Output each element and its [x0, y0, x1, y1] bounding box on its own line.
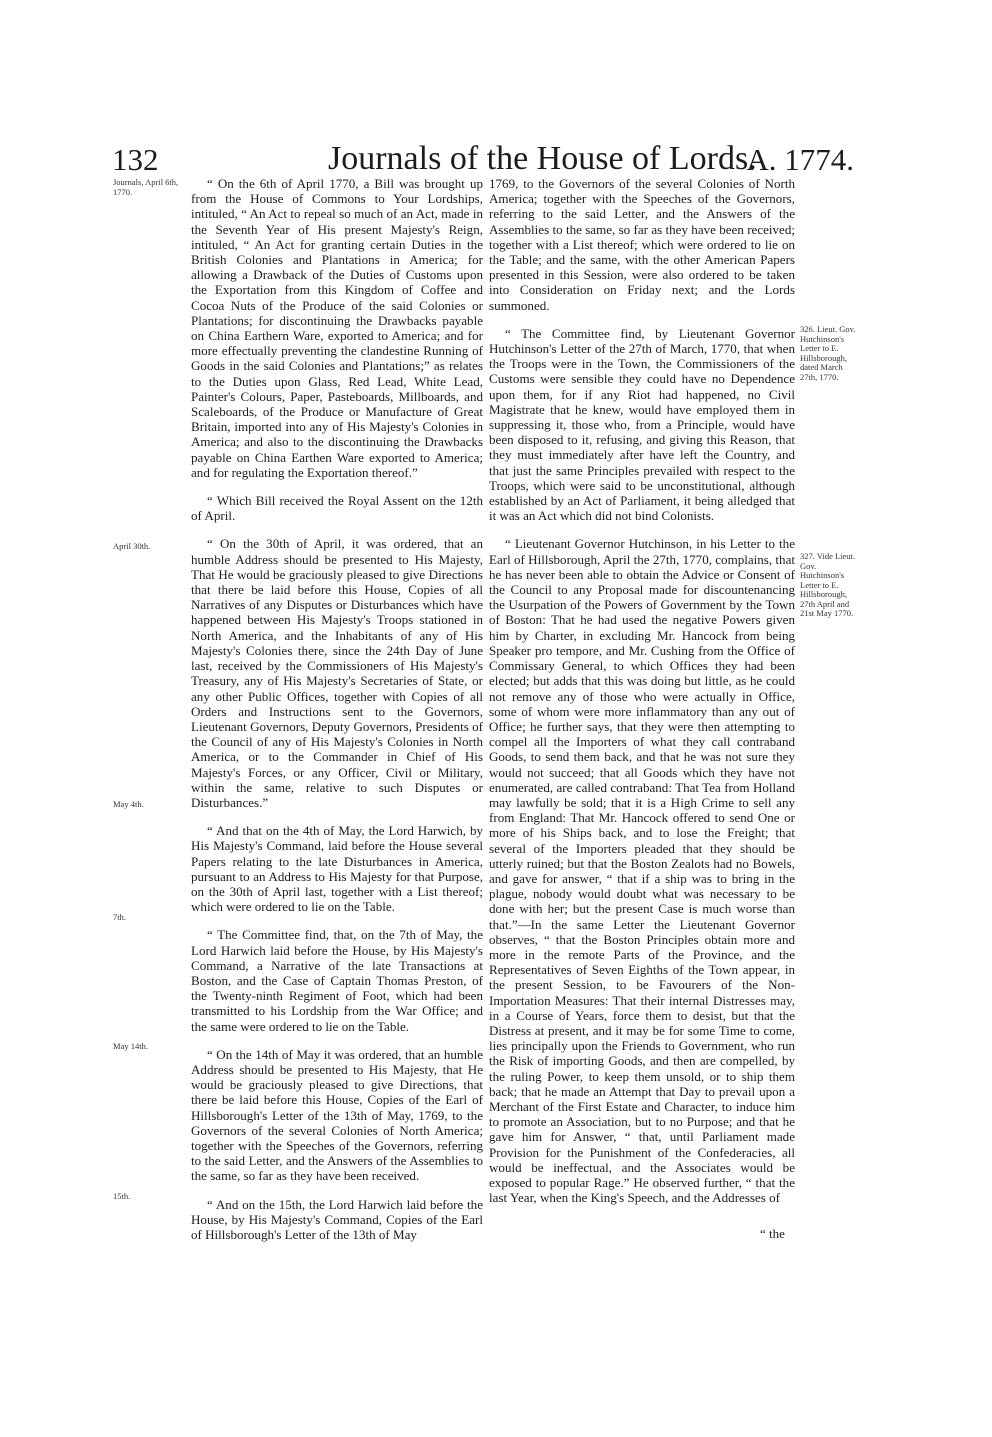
paragraph: 1769, to the Governors of the several Colonies of North America; together with the Speeches of the Governors, referring to the said Letter, and the Answers of the Assemblies to the same, so far as they have been received; together with a List thereof; which were ordered to lie on the Table; and the same, with the other American Papers presented in this Session, were also ordered to be taken into Consideration on Friday next; and the Lords summoned. — [489, 176, 795, 313]
margin-note: May 14th. — [113, 1041, 148, 1051]
right-column — [489, 176, 795, 1218]
paragraph: “ On the 30th of April, it was ordered, that an humble Address should be presented to His Majesty, That He would be graciously pleased to give Directions that there be laid before this House, Copies of all Narratives of any Disputes or Disturbances which have happened between His Majesty's Troops stationed in North America, and the Inhabitants of any of His Majesty's Colonies there, since the 24th Day of June last, received by the Commissioners of His Majesty's Treasury, any of His Majesty's Secretaries of State, or any other Public Offices, together with Copies of all Orders and Instructions sent to the Governors, Lieutenant Governors, Deputy Governors, Presidents of the Council of any of His Majesty's Colonies in North America, or to the Commander in Chief of His Majesty's Forces, or any Officer, Civil or Military, within the same, relative to such Disputes or Disturbances.” — [191, 536, 483, 810]
paragraph: “ The Committee find, by Lieutenant Governor Hutchinson's Letter of the 27th of March, 1770, that when the Troops were in the Town, the Commissioners of the Customs were sensible they could have no Dependence upon them, for if any Riot had happened, no Civil Magistrate that he knew, would have employed them in suppressing it, those who, from a Principle, would have been disposed to it, refusing, and giving this Reason, that they must immediately after have left the Country, and that just the same Principles prevailed with respect to the Troops, which were said to be unconstitutional, although established by an Act of Parliament, it being alledged that it was an Act which did not bind Colonists. — [489, 325, 795, 524]
margin-note: 15th. — [113, 1191, 131, 1201]
paragraph: “ Lieutenant Governor Hutchinson, in his Letter to the Earl of Hillsborough, April the 27th, 1770, complains, that he has never been able to obtain the Advice or Consent of the Council to any Proposal made for discountenancing the Usurpation of the Powers of Government by the Town of Boston: That he had used the negative Powers given him by Charter, in excluding Mr. Hancock from being Speaker pro tempore, and Mr. Cushing from the Office of Commissary General, to which Offices they had been elected; but adds that this was doing but little, as he could not remove any of those who were actually in Office, some of whom were more inflammatory than any out of Office; he further says, that they were then attempting to compel all the Importers of what they call contraband Goods, to send them back, and that he was not sure they would not succeed; that all Goods which they have not enumerated, are called contraband: That Tea from Holland may lawfully be sold; that it is a High Crime to sell any from England: That Mr. Hancock offered to send One or more of his Ships back, and to lose the Freight; that several of the Importers pleaded that they should be utterly ruined; but that the Boston Zealots had no Bowels, and gave for answer, “ that if a ship was to bring in the plague, nobody would doubt what was necessary to be done with her; but the present Case is much worse than that.”—In the same Letter the Lieutenant Governor observes, “ that the Boston Principles obtain more and more in the remote Parts of the Province, and the Representatives of Seven Eighths of the Town appear, in the present Session, to be Favourers of the Non-Importation Measures: That their internal Distresses may, in a Course of Years, force them to desist, but that the Distress at present, and it may be for some Time to come, lies principally upon the Friends to Government, who run the Risk of importing Goods, and then are compelled, by the ruling Power, to keep them unsold, or to ship them back; that he made an Attempt that Day to prevail upon a Merchant of the First Estate and Character, to induce him to promote an Association, but to no Purpose; and that he gave him for Answer, “ that, until Parliament made Provision for the Punishment of the Confederacies, all would be ineffectual, and the Associates would be exposed to popular Rage.” He observed further, “ that the last Year, when the King's Speech, and the Addresses of — [489, 536, 795, 1206]
catchword: “ the — [760, 1226, 785, 1241]
paragraph: “ And on the 15th, the Lord Harwich laid before the House, by His Majesty's Command, Copies of the Earl of Hillsborough's Letter of the 13th of May — [191, 1196, 483, 1242]
paragraph: “ And that on the 4th of May, the Lord Harwich, by His Majesty's Command, laid before the House several Papers relating to the late Disturbances in America, pursuant to an Address to His Majesty for that Purpose, on the 30th of April last, together with a List thereof; which were ordered to lie on the Table. — [191, 823, 483, 915]
page-number: 132 — [112, 142, 159, 177]
margin-note: May 4th. — [113, 799, 144, 809]
paragraph: “ On the 6th of April 1770, a Bill was brought up from the House of Commons to Your Lordships, intituled, “ An Act to repeal so much of an Act, made in the Seventh Year of His present Majesty's Reign, intituled, “ An Act for granting certain Duties in the British Colonies and Plantations in America; for allowing a Drawback of the Duties of Customs upon the Exportation from this Kingdom of Coffee and Cocoa Nuts of the Produce of the said Colonies or Plantations; for discontinuing the Drawbacks payable on China Earthern Ware, exported to America; and for more effectually preventing the clandestine Running of Goods in the said Colonies and Plantations;” as relates to the Duties upon Glass, Red Lead, White Lead, Painter's Colours, Paper, Pasteboards, Millboards, and Scaleboards, of the Produce or Manufacture of Great Britain, imported into any of His Majesty's Colonies in America; and also to the discontinuing the Drawbacks payable on China Earthen Ware exported to America; and for regulating the Exportation thereof.” — [191, 176, 483, 480]
paragraph: “ On the 14th of May it was ordered, that an humble Address should be presented to His Majesty, that He would be graciously pleased to give Directions, that there be laid before this House, Copies of the Earl of Hillsborough's Letter of the 13th of May, 1769, to the Governors of the several Colonies of North America; together with the Speeches of the Governors, referring to the said Letter, and the Answers of the Assemblies to the same, so far as they have been received. — [191, 1046, 483, 1184]
margin-note: 7th. — [113, 912, 126, 922]
paragraph: “ Which Bill received the Royal Assent on the 12th of April. — [191, 493, 483, 524]
margin-note: April 30th. — [113, 541, 151, 551]
year-heading: A. 1774. — [746, 142, 854, 177]
margin-note: 327. Vide Lieut. Gov. Hutchinson's Letter to E. Hillsborough, 27th April and 21st May 1770. — [800, 551, 856, 618]
running-title: Journals of the House of Lords. — [328, 140, 757, 177]
left-column — [191, 176, 483, 1255]
margin-note: 326. Lieut. Gov. Hutchinson's Letter to E. Hillsborough, dated March 27th, 1770. — [800, 324, 856, 382]
margin-note: Journals, April 6th, 1770. — [113, 177, 179, 197]
paragraph: “ The Committee find, that, on the 7th of May, the Lord Harwich laid before the House, by His Majesty's Command, a Narrative of the late Transactions at Boston, and the Case of Captain Thomas Preston, of the Twenty-ninth Regiment of Foot, which had been transmitted to his Lordship from the War Office; and the same were ordered to lie on the Table. — [191, 927, 483, 1034]
